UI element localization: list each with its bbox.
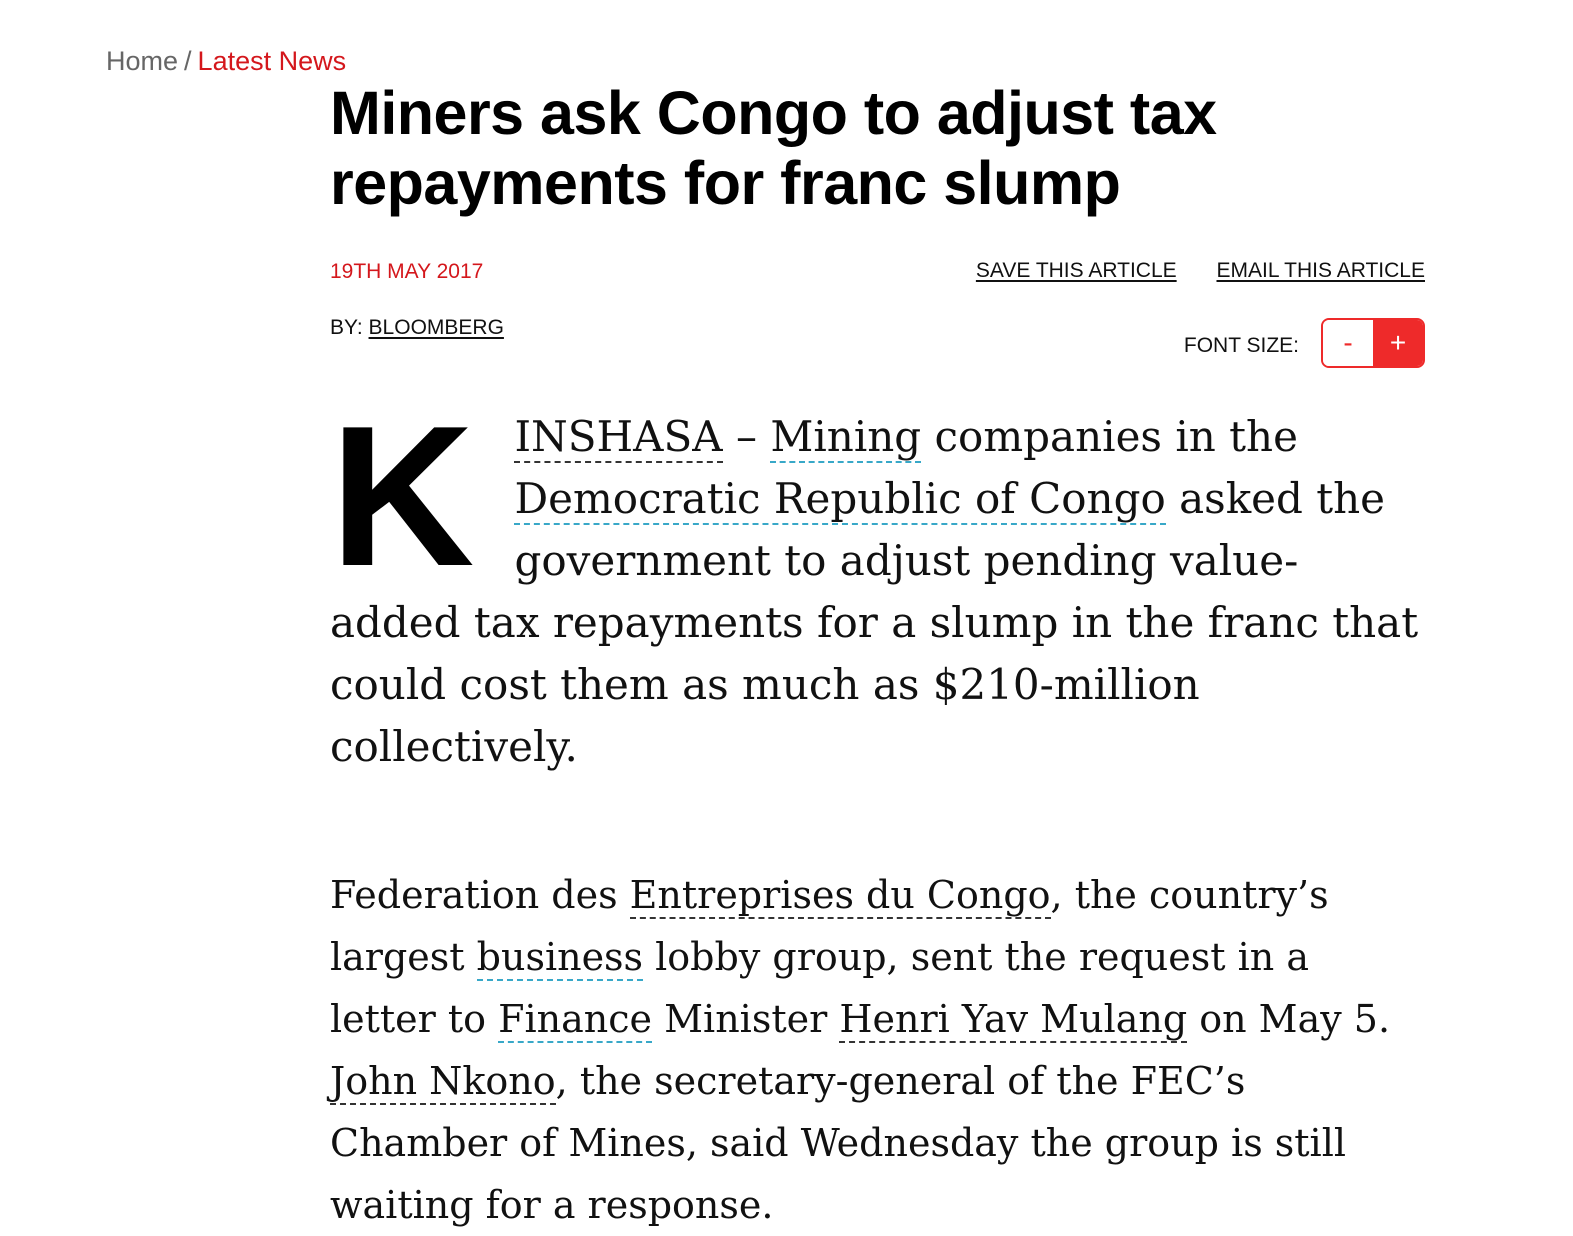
font-size-control <box>1184 318 1425 368</box>
para2-text-3: lobby group, sent the request in a letter to <box>330 935 1309 1041</box>
para2-text-6: , the secretary-general of the FEC’s Chamber of Mines, said Wednesday the group is still waiting for a response. <box>330 1059 1346 1227</box>
byline <box>330 316 504 340</box>
breadcrumb-latest-news-link[interactable]: Latest News <box>197 46 347 76</box>
para2-text-2: , the country’s largest <box>330 873 1329 979</box>
article-title: Miners ask Congo to adjust tax repayments for franc slump <box>330 79 1217 217</box>
john-nkono-link[interactable]: John Nkono <box>330 1059 556 1103</box>
breadcrumb-separator: / <box>184 46 192 76</box>
save-article-link[interactable]: SAVE THIS ARTICLE <box>975 259 1177 282</box>
business-link[interactable]: business <box>476 935 644 979</box>
drop-cap: K <box>330 385 475 608</box>
henri-yav-mulang-link[interactable]: Henri Yav Mulang <box>839 997 1188 1041</box>
byline-prefix: BY: <box>330 316 363 339</box>
article-date: 19TH MAY 2017 <box>330 260 484 283</box>
lead-text-3: asked the government to adjust pending value-added tax repayments for a slump in the franc that could cost them as much as $210-million collectively. <box>330 474 1419 771</box>
mining-link[interactable]: Mining <box>770 412 922 461</box>
lead-paragraph <box>330 385 1425 778</box>
article-body <box>330 385 1425 1236</box>
author-link[interactable]: BLOOMBERG <box>368 316 504 339</box>
para2-text-4: Minister <box>652 997 840 1041</box>
font-size-buttons <box>1321 318 1425 368</box>
kinshasa-link[interactable]: INSHASA <box>514 412 723 461</box>
font-decrease-button[interactable]: - <box>1323 320 1373 366</box>
font-increase-button[interactable]: + <box>1373 320 1423 366</box>
breadcrumb <box>106 46 346 77</box>
entreprises-link[interactable]: Entreprises du Congo <box>629 873 1051 917</box>
breadcrumb-home-link[interactable]: Home <box>106 46 179 76</box>
lead-text-1: – <box>722 412 771 461</box>
para2-text-1: Federation des <box>330 873 630 917</box>
finance-link[interactable]: Finance <box>498 997 653 1041</box>
para2-text-5: on May 5. <box>1187 997 1391 1041</box>
lead-text-2: companies in the <box>921 412 1298 461</box>
drc-link[interactable]: Democratic Republic of Congo <box>514 474 1166 523</box>
article-actions <box>942 259 1425 283</box>
body-paragraph <box>330 864 1425 1236</box>
email-article-link[interactable]: EMAIL THIS ARTICLE <box>1216 259 1425 282</box>
font-size-label: FONT SIZE: <box>1183 334 1299 357</box>
